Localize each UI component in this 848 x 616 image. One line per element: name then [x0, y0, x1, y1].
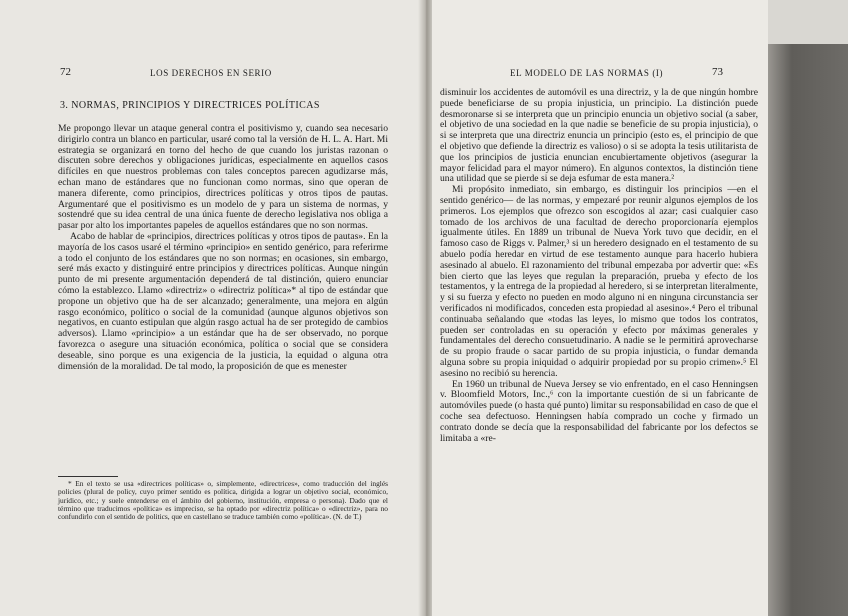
footnotes — [58, 476, 388, 524]
right-running-head: EL MODELO DE LAS NORMAS (I) — [510, 68, 664, 78]
left-body-text — [58, 124, 388, 372]
footnote-rule — [58, 476, 118, 477]
right-page-number: 73 — [712, 66, 723, 78]
footnote: * En el texto se usa «directrices políticas» o, simplemente, «directrices», como traducción del inglés policies (plural de policy, cuyo primer sentido es política, dirigida a lograr un objetivo social, económico, jurídico, etc.; y suele entenderse en el ámbito del gobierno, institución, empresa o persona). Dado que el término que traducimos «política» es impreciso, se ha optado por «directriz política» o «directriz», para no confundirlo con el sentido de politics, que en castellano se traduce también como «política». (N. de T.) — [58, 479, 388, 522]
paragraph: Mi propósito inmediato, sin embargo, es distinguir los principios —en el sentido genérico— de las normas, y empezaré por reunir algunos ejemplos de los primeros. Los ejemplos que ofrezco son escogidos al azar; casi cualquier caso tomado de los archivos de una facultad de derecho proporcionaría ejemplos igualmente útiles. En 1889 un tribunal de Nueva York tuvo que decidir, en el famoso caso de Riggs v. Palmer,³ si un heredero designado en el testamento de su abuelo podía heredar en virtud de ese testamento aunque para hacerlo hubiera asesinado al abuelo. El razonamiento del tribunal empezaba por advertir que: «Es bien cierto que las leyes que regulan la preparación, prueba y efecto de los testamentos, y la entrega de la propiedad al heredero, si se interpretan literalmente, y si su fuerza y efecto no pueden en modo alguno ni en ninguna circunstancia ser verificados ni modificados, conceden esta propiedad al asesino».⁴ Pero el tribunal continuaba señalando que «todas las leyes, lo mismo que todos los contratos, pueden ser controladas en su operación y efecto por máximas generales y fundamentales del derecho consuetudinario. A nadie se le permitirá aprovecharse de su propio fraude o sacar partido de su propia injusticia, o fundar demanda alguna sobre su propia iniquidad o adquirir propiedad por su propio crimen».⁵ El asesino no recibió su herencia. — [440, 184, 758, 379]
right-body-text — [440, 88, 758, 444]
left-running-head: LOS DERECHOS EN SERIO — [150, 68, 272, 78]
paragraph: disminuir los accidentes de automóvil es una directriz, y la de que ningún hombre puede beneficiarse de su propia injusticia, un principio. La distinción puede desmoronarse si se interpreta que un principio enuncia un objetivo social (a saber, el objetivo de una sociedad en la que nadie se beneficie de su propia injusticia), o si se interpreta que una directriz enuncia un principio (esto es, el principio de que el objetivo que defiende la directriz es valioso) o si se adopta la tesis utilitarista de que los principios de justicia enuncian encubiertamente objetivos (asegurar la mayor felicidad para el mayor número). En algunos contextos, la distinción tiene una utilidad que se pierde si se deja esfumar de esta manera.² — [440, 87, 758, 185]
left-page-number: 72 — [60, 66, 71, 78]
paragraph: Acabo de hablar de «principios, directrices políticas y otros tipos de pautas». En la mayoría de los casos usaré el término «principio» en sentido genérico, para referirme a todo el conjunto de los estándares que no son normas; en ocasiones, sin embargo, seré más exacto y distinguiré entre principios y directrices políticas. Aunque ningún punto de mi presente argumentación dependerá de tal distinción, quiero enunciar cómo la establezco. Llamo «directriz» o «directriz política»* al tipo de estándar que propone un objetivo que ha de ser alcanzado; generalmente, una mejora en algún rasgo económico, político o social de la comunidad (aunque algunos objetivos son negativos, en cuanto estipulan que algún rasgo actual ha de ser protegido de cambios adversos). Llamo «principio» a un estándar que ha de ser observado, no porque favorezca o asegure una situación económica, política o social que se considera deseable, sino porque es una exigencia de la justicia, la equidad o alguna otra dimensión de la moralidad. De tal modo, la proposición de que es menester — [58, 230, 388, 372]
scan-dark-edge — [768, 0, 848, 616]
section-heading: 3. NORMAS, PRINCIPIOS Y DIRECTRICES POLÍTICAS — [60, 100, 320, 111]
paragraph: Me propongo llevar un ataque general contra el positivismo y, cuando sea necesario dirigirlo contra un blanco en particular, usaré como tal la versión de H. L. A. Hart. Mi estrategia se organizará en torno del hecho de que cuando los juristas razonan o discuten sobre derechos y obligaciones jurídicas, especialmente en aquellos casos difíciles en que nuestros problemas con tales conceptos parecen agudizarse más, echan mano de estándares que no funcionan como normas, sino que operan de manera diferente, como principios, directrices políticas y otros tipos de pautas. Argumentaré que el positivismo es un modelo de y para un sistema de normas, y sostendré que su idea central de una única fuente de derecho legislativa nos obliga a pasar por alto los importantes papeles de aquellos estándares que no son normas. — [58, 123, 388, 232]
scan-light-corner — [768, 0, 848, 44]
paragraph: En 1960 un tribunal de Nueva Jersey se vio enfrentado, en el caso Henningsen v. Bloomfield Motors, Inc.,⁶ con la importante cuestión de si un fabricante de automóviles puede (o hasta qué punto) limitar su responsabilidad en caso de que el coche sea defectuoso. Henningsen había comprado un coche y firmado un contrato donde se decía que la responsabilidad del fabricante por los defectos se limitaba a «re- — [440, 378, 758, 444]
